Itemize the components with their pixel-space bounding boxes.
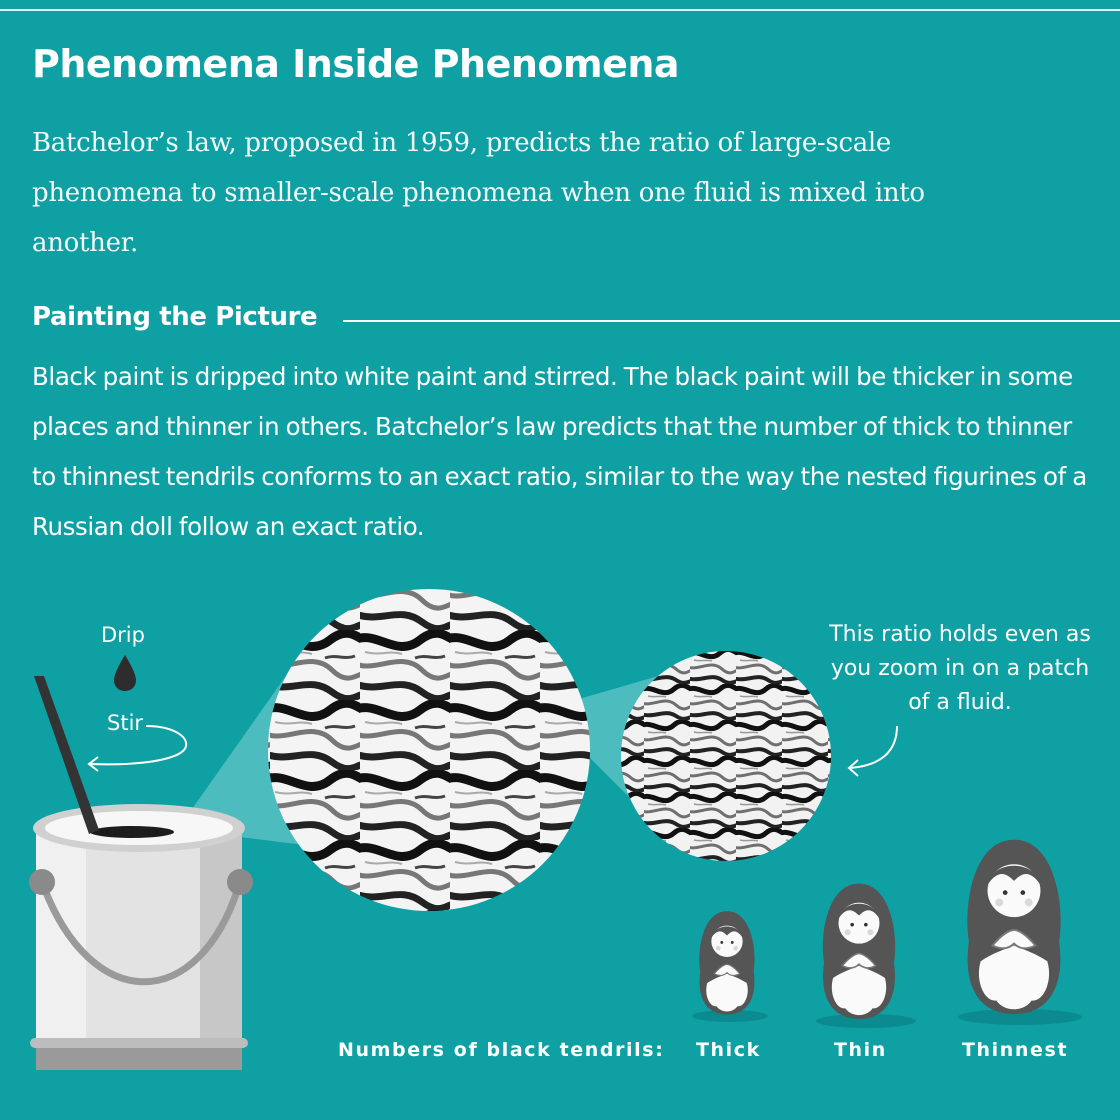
legend-title: Numbers of black tendrils: — [338, 1039, 665, 1061]
section-body: Black paint is dripped into white paint and stirred. The black paint will be thicker in some places and thinner in others. Batchelor’s law predicts that the number of thick to thinner to thinnest tendrils conforms to an exact ratio, similar to the way the nested figurines of a Russian doll follow an exact ratio. — [32, 362, 1087, 541]
matryoshka-doll-thick — [699, 911, 754, 1014]
paint-can-icon — [29, 804, 253, 1070]
matryoshka-doll-thin — [823, 884, 895, 1019]
curved-arrow-icon — [849, 726, 897, 776]
drip-label: Drip — [101, 623, 145, 647]
matryoshka-doll-thinnest — [967, 840, 1060, 1014]
fluid-closeup-large — [268, 589, 590, 911]
section-heading: Painting the Picture — [32, 302, 318, 332]
page-title: Phenomena Inside Phenomena — [32, 42, 680, 86]
paint-stick-icon — [34, 676, 99, 834]
legend-item-thinnest: Thinnest — [962, 1039, 1069, 1061]
legend-item-thick: Thick — [696, 1039, 761, 1061]
fluid-closeup-small — [621, 651, 831, 861]
zoom-note: This ratio holds even as you zoom in on a patch of a fluid. — [829, 622, 1091, 715]
legend-item-thin: Thin — [834, 1039, 887, 1061]
intro-paragraph: Batchelor’s law, proposed in 1959, predicts the ratio of large-scale phenomena to smaller-scale phenomena when one fluid is mixed into another. — [32, 128, 925, 258]
drip-icon — [114, 655, 136, 691]
stir-label: Stir — [107, 711, 144, 735]
